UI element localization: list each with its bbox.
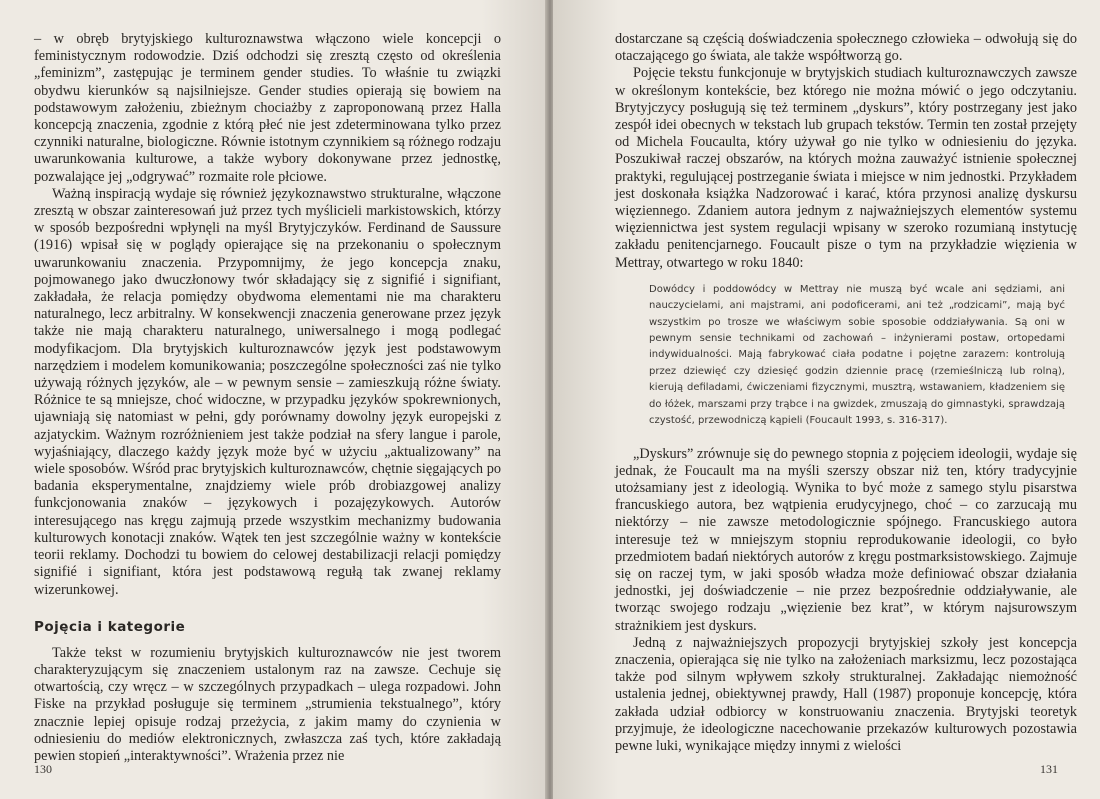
paragraph: – w obręb brytyjskiego kulturoznawstwa włączono wiele koncepcji o feministycznym rodowodzie. Dziś odchodzi się zresztą często od określenia „feminizm”, zastępując je terminem gender studies. To właśnie tu związki obydwu kierunków są najsilniejsze. Gender studies opierają się bowiem na podstawowym założeniu, zbieżnym chociażby z zaproponowaną przez Halla koncepcją znaczenia, zgodnie z którą płeć nie jest zdeterminowana tylko przez czynniki naturalne, biologiczne. Równie istotnym czynnikiem są różnego rodzaju uwarunkowania kulturowe, a także wybory dokonywane przez jednostkę, pozwalające jej „odgrywać” rozmaite role płciowe. xyxy=(34,31,501,185)
paragraph: Pojęcie tekstu funkcjonuje w brytyjskich studiach kulturoznawczych zawsze w określonym kontekście, bez którego nie można mówić o jego odczytaniu. Brytyjczycy posługują się też terminem „dyskurs”, który postrzegany jest jako zespół idei obecnych w tekstach lub grupach tekstów. Termin ten został przejęty od Michela Foucaulta, który używał go nie tylko w odniesieniu do języka. Poszukiwał raczej obszarów, na których można zauważyć istnienie społecznej praktyki, regulującej postrzeganie świata i miejsce w nim jednostki. Przykładem jest doskonała książka Nadzorować i karać, która przynosi analizę dyskursu więziennego. Zdaniem autora jednym z najważniejszych elementów systemu więziennictwa jest system regulacji wpisany w szeroko rozumianą instytucję zakładu penitencjarnego. Foucault pisze o tym na przykładzie więzienia w Mettray, otwartego w roku 1840: xyxy=(615,65,1077,271)
left-page-text xyxy=(34,31,501,765)
paragraph: Jedną z najważniejszych propozycji brytyjskiej szkoły jest koncepcja znaczenia, opierająca się nie tylko na założeniach marksizmu, lecz pozostająca także pod silnym wpływem szkoły strukturalnej. Zakładając niemożność ustalenia jednej, obiektywnej prawdy, Hall (1987) proponuje koncepcję, która zakłada udział odbiorcy w konstruowaniu znaczenia. Brytyjski teoretyk przyjmuje, że ideologiczne nacechowanie przekazów kulturowych pozostawia pewne luki, wynikające między innymi z wielości xyxy=(615,634,1077,754)
paragraph: Także tekst w rozumieniu brytyjskich kulturoznawców nie jest tworem charakteryzującym się znaczeniem ustalonym raz na zawsze. Cechuje się otwartością, czy wręcz – w szczególnych przypadkach – ulega rozpadowi. John Fiske na przykład posługuje się terminem „strumienia tekstualnego”, który znacznie lepiej opisuje rodzaj przeżycia, z jakim mamy do czynienia w odniesieniu do mediów elektronicznych, zwłaszcza zaś tych, które zakładają pewien stopień „interaktywności”. Wrażenia przez nie xyxy=(34,644,501,764)
block-quote: Dowódcy i poddowódcy w Mettray nie muszą być wcale ani sędziami, ani nauczycielami, ani majstrami, ani podoficerami, ani też „rodzicami”, mają być wszystkim po trosze we właściwym sobie sposobie oddziaływania. Są oni w pewnym sensie technikami od zachowań – inżynierami postaw, ortopedami indywidualności. Mają fabrykować ciała podatne i pojętne zarazem: kontrolują przez dziewięć czy dziesięć godzin dziennie pracę (rzemieślniczą lub rolną), kierują defiladami, ćwiczeniami fizycznymi, musztrą, wstawaniem, kładzeniem się do łóżek, marszami przy trąbce i na gwizdek, zmuszają do gimnastyki, sprawdzają czystość, przewodniczą kąpieli (Foucault 1993, s. 316-317). xyxy=(649,283,1065,427)
right-page-text xyxy=(615,31,1077,755)
page-number: 131 xyxy=(1040,762,1058,776)
paragraph: Ważną inspiracją wydaje się również językoznawstwo strukturalne, włączone zresztą w obszar zainteresowań już przez tych myślicieli markistowskich, którzy w sposób bezpośredni wpłynęli na myśl Brytyjczyków. Ferdinand de Saussure (1916) wpisał się w poglądy opierające się na przekonaniu o społecznym uwarunkowaniu znaczenia. Przypomnijmy, że jego koncepcja znaku, pojmowanego jako dwuczłonowy twór składający się z signifié i signifiant, zakładała, że relacja pomiędzy obydwoma elementami nie ma charakteru naturalnego, lecz arbitralny. W konsekwencji znaczenia generowane przez język także nie mają charakteru naturalnego, uniwersalnego i mogą podlegać modyfikacjom. Dla brytyjskich kulturoznawców język jest podstawowym narzędziem i modelem komunikowania; poszczególne społeczności zaś nie tylko używają różnych języków, ale – w pewnym sensie – zamieszkują różne światy. Różnice te są mniejsze, choć widoczne, w przypadku języków spokrewnionych, ujawniają się natomiast w pełni, gdy porównamy dowolny język europejski z azjatyckim. Ważnym rozróżnieniem jest także podział na sfery langue i parole, wyjaśniający, dlaczego każdy język może być w użyciu „aktualizowany” na wiele sposobów. Wśród prac brytyjskich kulturoznawców, chętnie sięgających po badania eksperymentalne, znajdziemy wiele prób drobiazgowej analizy funkcjonowania znaków – językowych i pozajęzykowych. Autorów interesującego nas kręgu zajmują przede wszystkim mechanizmy budowania kulturowych konotacji znaków. Wątek ten jest szczególnie ważny w kontekście teorii reklamy. Dochodzi tu bowiem do celowej destabilizacji relacji pomiędzy signifié i signifiant, która jest podstawową regułą tak zwanej reklamy wizerunkowej. xyxy=(34,185,501,598)
paragraph: dostarczane są częścią doświadczenia społecznego człowieka – odwołują się do otaczającego go świata, ale także współtworzą go. xyxy=(615,31,1077,65)
right-page xyxy=(553,0,1100,799)
page-number: 130 xyxy=(34,762,52,776)
left-page xyxy=(0,0,547,799)
section-heading: Pojęcia i kategorie xyxy=(34,618,186,635)
paragraph: „Dyskurs” zrównuje się do pewnego stopnia z pojęciem ideologii, wydaje się jednak, że Foucault ma na myśli szerszy obszar niż ten, który tradycyjnie utożsamiany jest z ideologią. Wynika to być może z samego stylu pisarstwa francuskiego autora, bez wątpienia erudycyjnego, choć – co zarzucają mu niektórzy – nie zawsze metodologicznie spójnego. Francuskiego autora interesuje też w mniejszym stopniu reprodukowanie ideologii, co było przedmiotem badań niektórych autorów z kręgu postmarksistowskiego. Zajmuje się on raczej tym, w jaki sposób władza może definiować obszar działania jednostki, jej doświadczenie – nie przez bezpośrednie oddziaływanie, ale tworząc swojego rodzaju „więzienie bez krat”, w którym najsurowszym strażnikiem jest dyskurs. xyxy=(615,445,1077,634)
